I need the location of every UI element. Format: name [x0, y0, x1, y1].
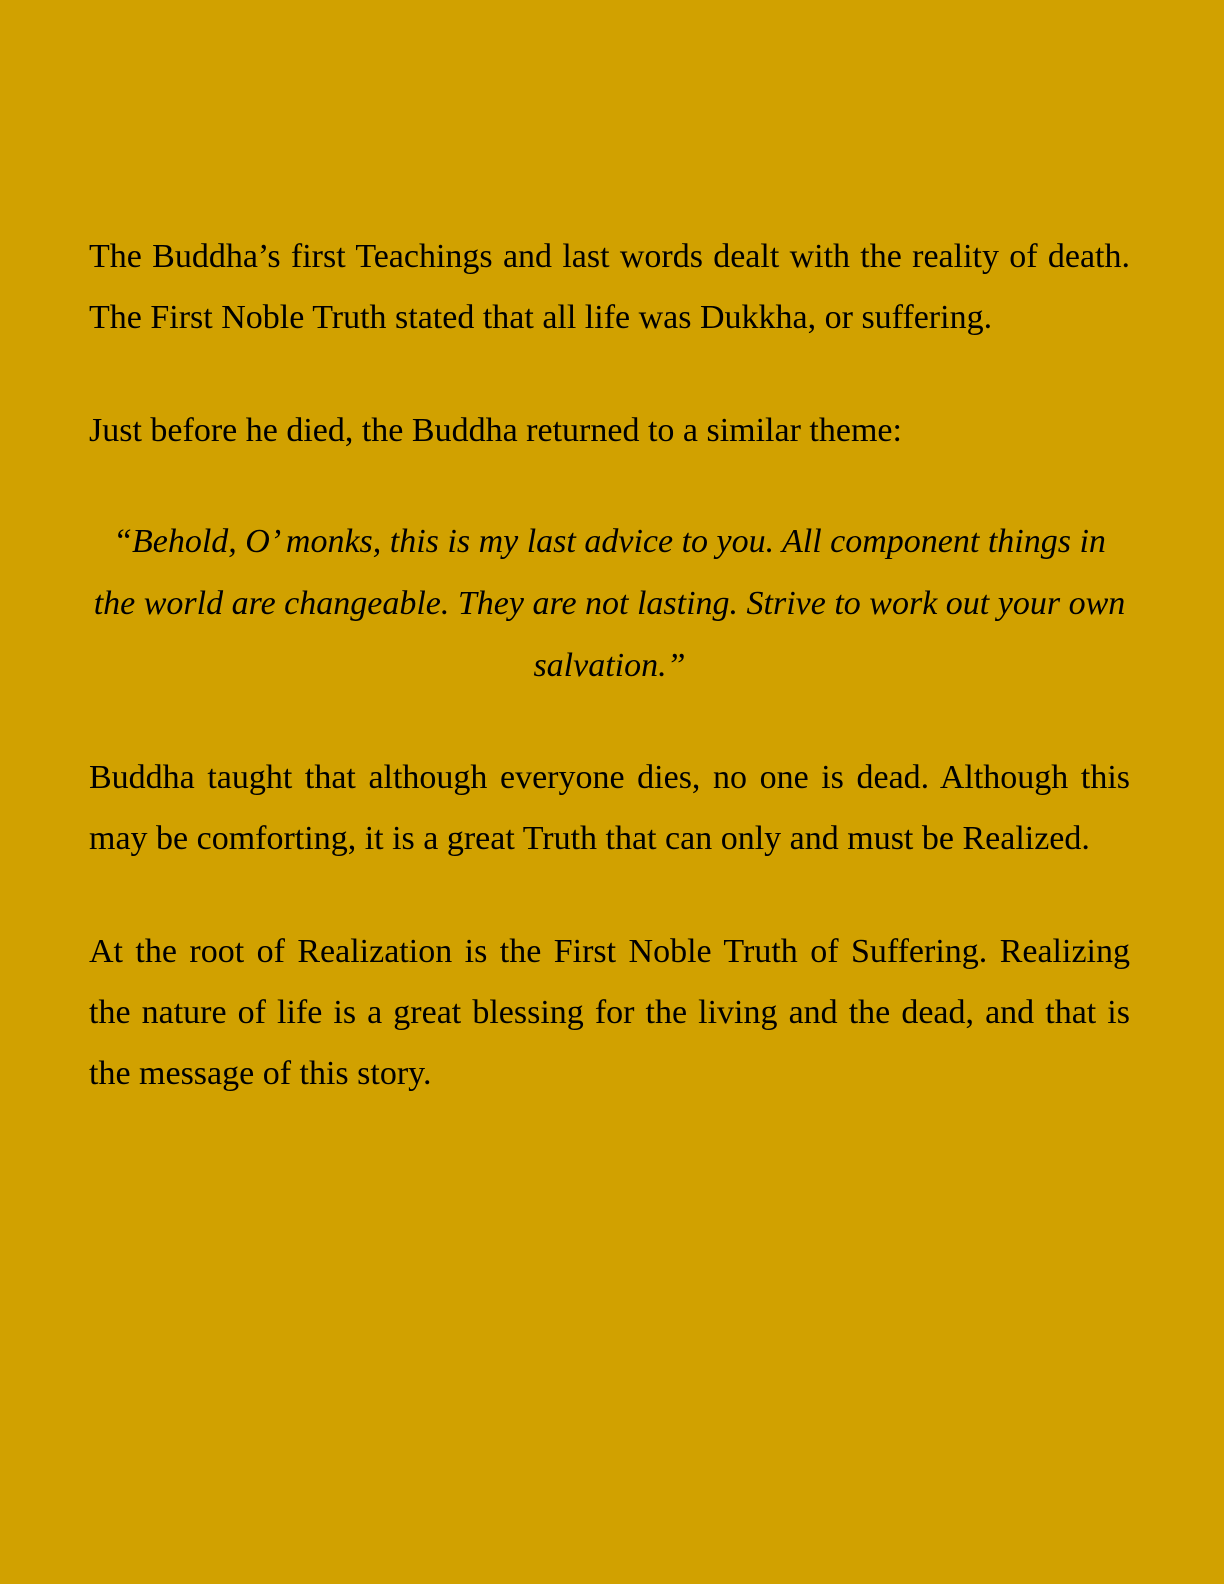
conclusion-paragraph: At the root of Realization is the First Noble Truth of Suffering. Realizing the nature of life is a great blessing for the living and the dead, and that is the message of this story.: [89, 933, 1130, 1092]
intro-paragraph: The Buddha’s first Teachings and last words dealt with the reality of death. The First Noble Truth stated that all life was Dukkha, or suffering.: [89, 238, 1130, 336]
teaching-paragraph: Buddha taught that although everyone dies, no one is dead. Although this may be comforting, it is a great Truth that can only and must be Realized.: [89, 759, 1130, 857]
lead-in-paragraph: Just before he died, the Buddha returned to a similar theme:: [89, 412, 902, 449]
buddha-quote: “Behold, O’ monks, this is my last advice to you. All component things in the world are changeable. They are not lasting. Strive to work out your own salvation.”: [93, 523, 1126, 684]
